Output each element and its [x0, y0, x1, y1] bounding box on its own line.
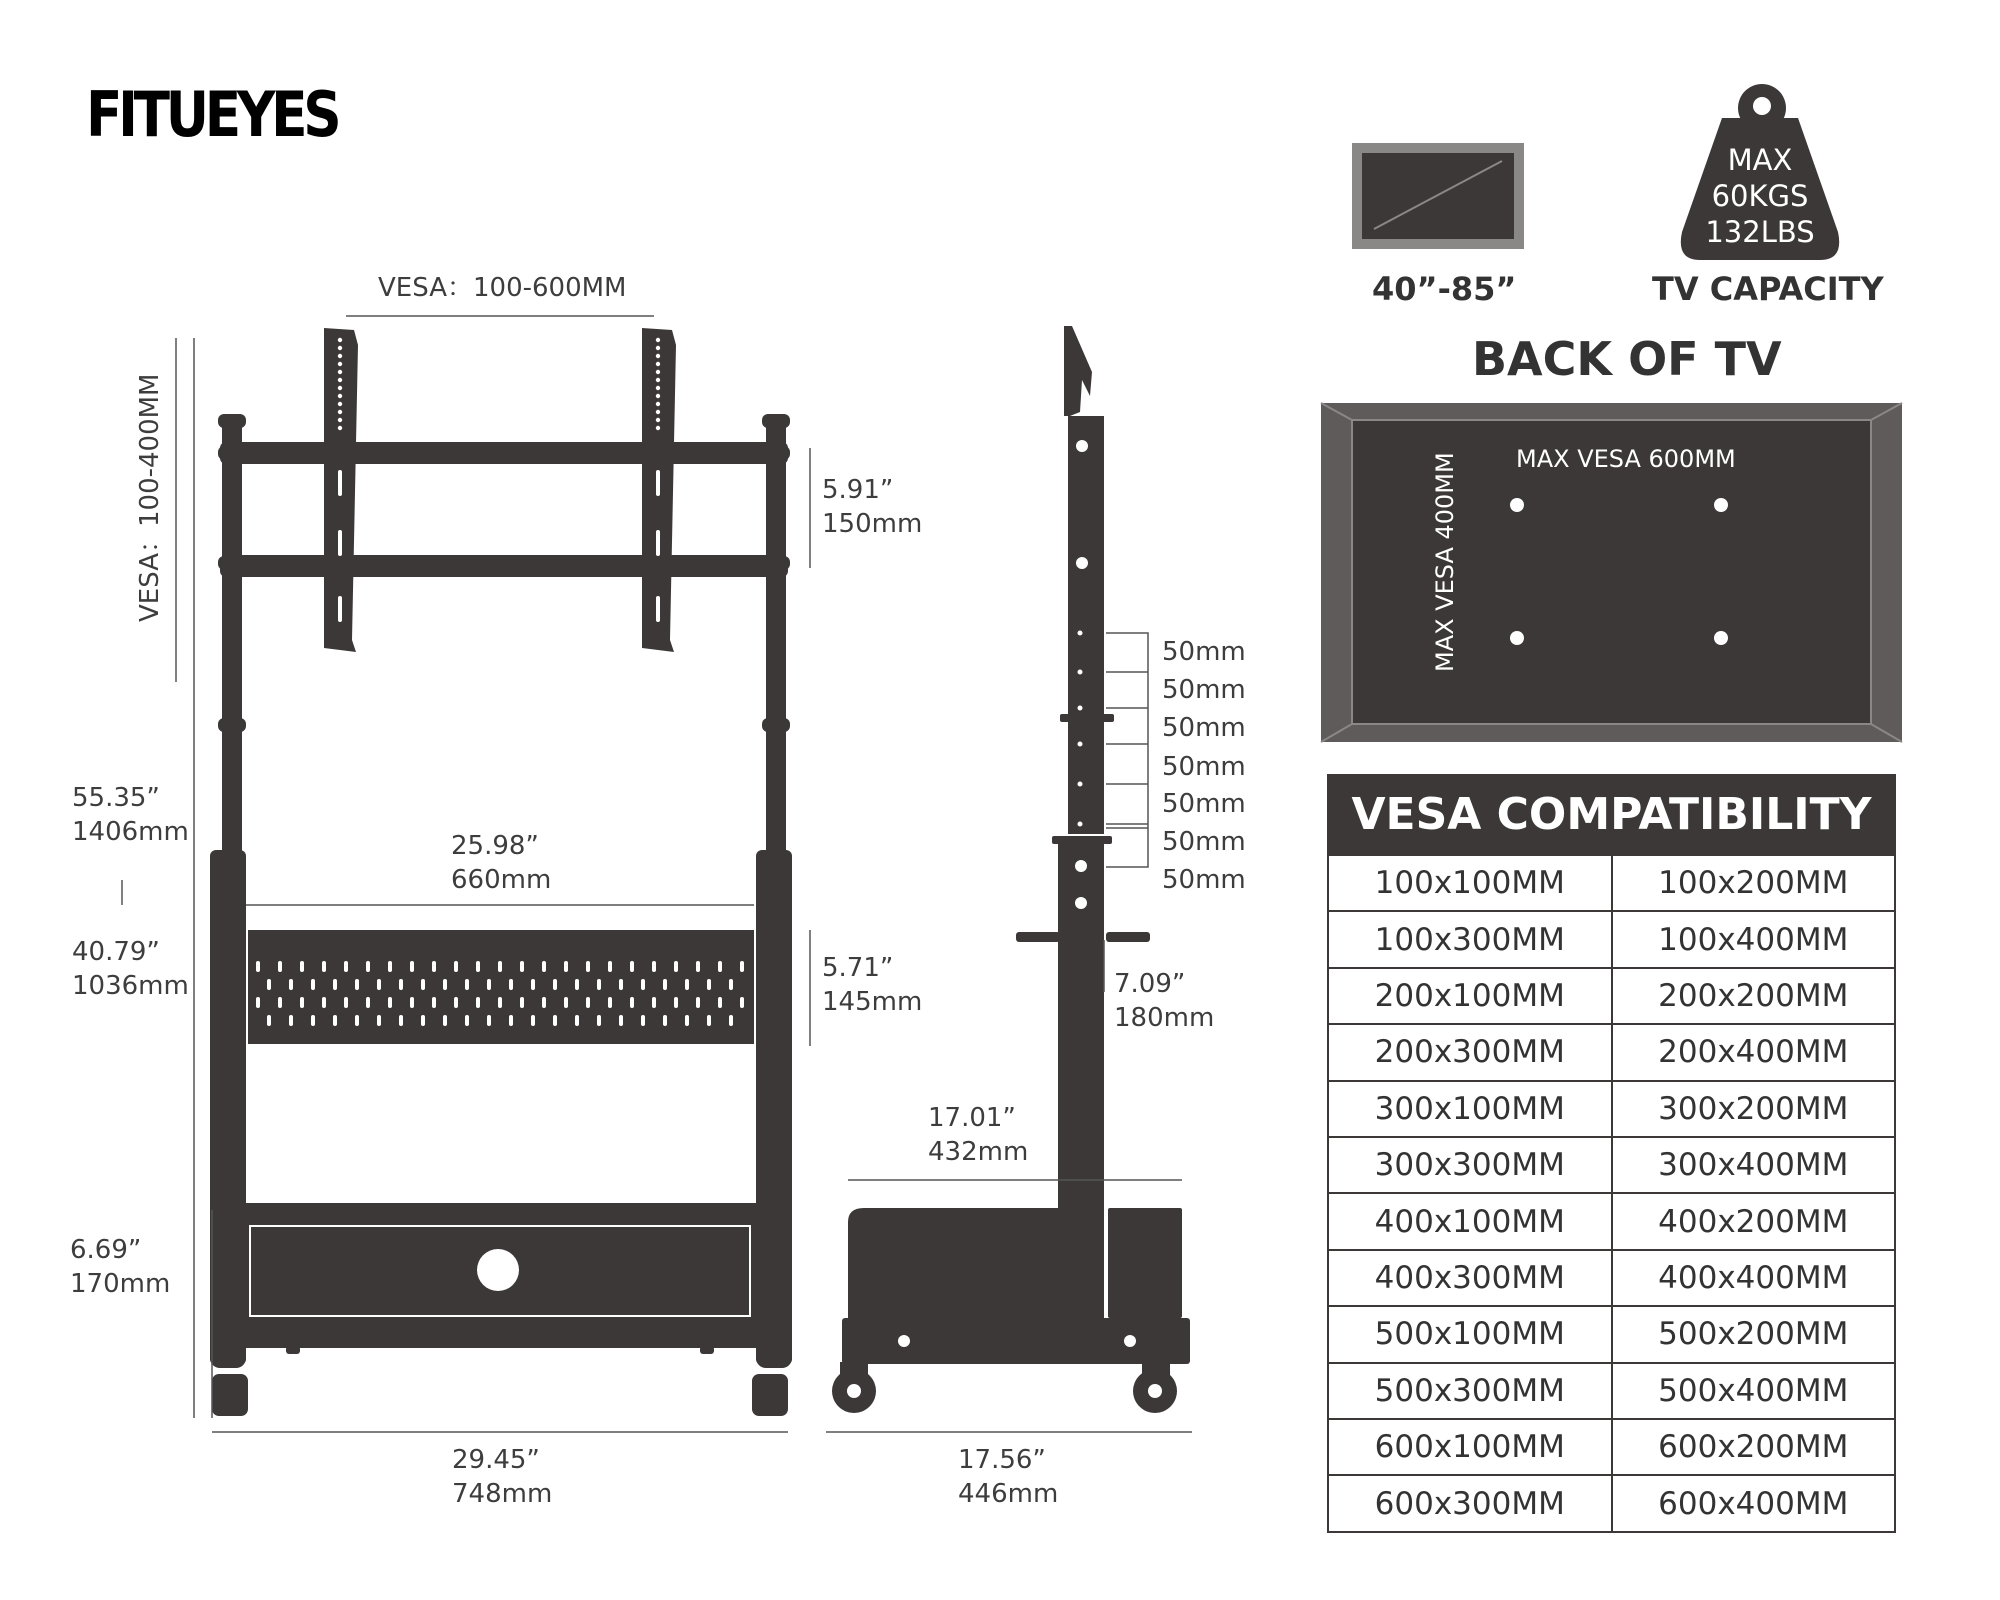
table-row — [1328, 1193, 1895, 1249]
vesa-size-cell: 600x400MM — [1612, 1475, 1896, 1532]
shelf-width-in: 25.98” — [451, 831, 539, 861]
vesa-size-cell: 100x200MM — [1612, 855, 1896, 911]
vesa-size-cell: 400x400MM — [1612, 1250, 1896, 1306]
step-label: 50mm — [1162, 789, 1246, 819]
vesa-height-label: VESA：100-400MM — [135, 373, 165, 622]
vesa-size-cell: 300x100MM — [1328, 1081, 1612, 1137]
vesa-size-cell: 400x300MM — [1328, 1250, 1612, 1306]
max-vesa-height-label: MAX VESA 400MM — [1431, 452, 1459, 672]
vesa-compatibility-title: VESA COMPATIBILITY — [1327, 774, 1896, 854]
vesa-size-cell: 200x100MM — [1328, 968, 1612, 1024]
table-row — [1328, 1306, 1895, 1362]
vesa-width-label: VESA：100-600MM — [378, 273, 627, 303]
back-of-tv-title: BACK OF TV — [1472, 332, 1782, 386]
vesa-size-cell: 600x300MM — [1328, 1475, 1612, 1532]
vesa-size-cell: 300x200MM — [1612, 1081, 1896, 1137]
vesa-size-cell: 100x100MM — [1328, 855, 1612, 911]
max-height-in: 55.35” — [72, 783, 160, 813]
max-vesa-width-label: MAX VESA 600MM — [1516, 445, 1736, 473]
vesa-size-cell: 500x200MM — [1612, 1306, 1896, 1362]
vesa-size-cell: 100x400MM — [1612, 911, 1896, 967]
vesa-size-cell: 300x300MM — [1328, 1137, 1612, 1193]
table-row — [1328, 968, 1895, 1024]
table-row — [1328, 1419, 1895, 1475]
table-row — [1328, 1081, 1895, 1137]
capacity-line: 60KGS — [1711, 179, 1809, 213]
table-row — [1328, 1363, 1895, 1419]
table-row — [1328, 1250, 1895, 1306]
min-height-in: 40.79” — [72, 937, 160, 967]
drawer-height-mm: 170mm — [70, 1269, 171, 1299]
shelf-width-mm: 660mm — [451, 865, 552, 895]
table-row — [1328, 1137, 1895, 1193]
base-depth-mm: 446mm — [958, 1479, 1059, 1509]
base-width-in: 29.45” — [452, 1445, 540, 1475]
vesa-size-cell: 400x100MM — [1328, 1193, 1612, 1249]
shelf-offset-mm: 180mm — [1114, 1003, 1215, 1033]
shelf-height-mm: 145mm — [822, 987, 923, 1017]
drawer-height-in: 6.69” — [70, 1235, 142, 1265]
table-row — [1328, 855, 1895, 911]
vesa-size-cell: 200x200MM — [1612, 968, 1896, 1024]
base-depth-in: 17.56” — [958, 1445, 1046, 1475]
bracket-spacing-in: 5.91” — [822, 475, 894, 505]
step-label: 50mm — [1162, 752, 1246, 782]
step-label: 50mm — [1162, 675, 1246, 705]
shelf-height-in: 5.71” — [822, 953, 894, 983]
vesa-size-cell: 600x200MM — [1612, 1419, 1896, 1475]
table-row — [1328, 1024, 1895, 1080]
vesa-size-cell: 200x300MM — [1328, 1024, 1612, 1080]
capacity-value — [1680, 142, 1840, 250]
vesa-size-cell: 500x100MM — [1328, 1306, 1612, 1362]
step-label: 50mm — [1162, 827, 1246, 857]
bracket-holes — [338, 338, 660, 622]
shelf-offset-in: 7.09” — [1114, 969, 1186, 999]
screen-size: 40”-85” — [1372, 270, 1517, 308]
step-label: 50mm — [1162, 865, 1246, 895]
box-depth-mm: 432mm — [928, 1137, 1029, 1167]
vesa-brackets — [324, 328, 676, 652]
vesa-size-cell: 500x300MM — [1328, 1363, 1612, 1419]
vesa-size-cell: 400x200MM — [1612, 1193, 1896, 1249]
vesa-size-cell: 600x100MM — [1328, 1419, 1612, 1475]
vesa-size-cell: 500x400MM — [1612, 1363, 1896, 1419]
vesa-size-cell: 100x300MM — [1328, 911, 1612, 967]
base-width-mm: 748mm — [452, 1479, 553, 1509]
table-row — [1328, 1475, 1895, 1532]
brand-logo: FITUEYES — [86, 78, 338, 151]
vesa-size-cell: 300x400MM — [1612, 1137, 1896, 1193]
max-height-mm: 1406mm — [72, 817, 189, 847]
vesa-size-cell: 200x400MM — [1612, 1024, 1896, 1080]
capacity-line: 132LBS — [1705, 215, 1815, 249]
capacity-label: TV CAPACITY — [1652, 270, 1884, 308]
table-row — [1328, 911, 1895, 967]
capacity-line: MAX — [1727, 143, 1793, 177]
vesa-compatibility-table — [1327, 854, 1896, 1533]
min-height-mm: 1036mm — [72, 971, 189, 1001]
step-label: 50mm — [1162, 713, 1246, 743]
bracket-spacing-mm: 150mm — [822, 509, 923, 539]
box-depth-in: 17.01” — [928, 1103, 1016, 1133]
step-label: 50mm — [1162, 637, 1246, 667]
